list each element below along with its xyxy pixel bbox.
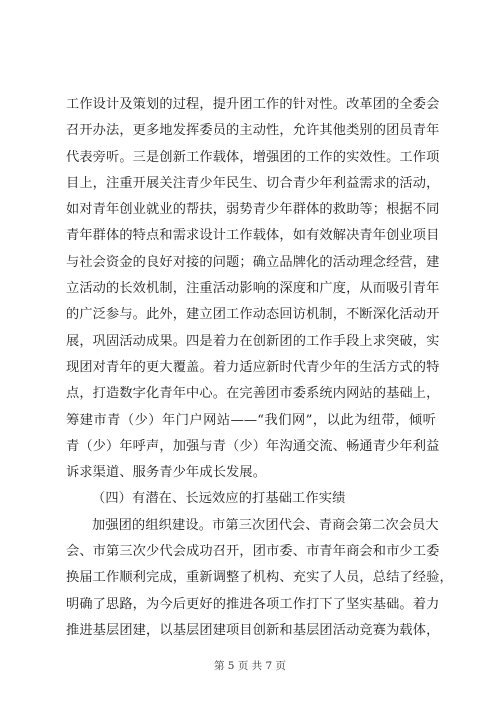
paragraph-line: 筹建市青（少）年门户网站——“我们网”，以此为纽带，倾听 — [66, 412, 436, 428]
paragraph-line: 点，打造数字化青年中心。在完善团市委系统内网站的基础上， — [66, 386, 440, 402]
paragraph-line: 召开办法，更多地发挥委员的主动性，允许其他类别的团员青年 — [66, 123, 440, 139]
paragraph-line: 工作设计及策划的过程，提升团工作的针对性。改革团的全委会 — [66, 97, 440, 112]
paragraph-1 — [66, 92, 440, 486]
paragraph-line: 加强团的组织建设。市第三次团代会、青商会第二次会员大 — [92, 517, 439, 533]
paragraph-line: 如对青年创业就业的帮扶，弱势青少年群体的救助等；根据不同 — [66, 202, 440, 218]
paragraph-line: 目上，注重开展关注青少年民生、切合青少年利益需求的活动， — [66, 175, 440, 191]
page-body — [66, 92, 453, 644]
section-heading: （四）有潜在、长远效应的打基础工作实绩 — [92, 491, 346, 507]
paragraph-line: 的广泛参与。此外，建立团工作动态回访机制，不断深化活动开 — [66, 307, 440, 323]
paragraph-line: 诉求渠道、服务青少年成长发展。 — [66, 465, 267, 481]
paragraph-line: 与社会资金的良好对接的问题；确立品牌化的活动理念经营，建 — [66, 254, 440, 270]
paragraph-line: 现团对青年的更大覆盖。着力适应新时代青少年的生活方式的特 — [66, 359, 440, 375]
paragraph-line: 展，巩固活动成果。四是着力在创新团的工作手段上求突破，实 — [66, 333, 440, 349]
paragraph-line: 青年群体的特点和需求设计工作载体，如有效解决青年创业项目 — [66, 228, 440, 244]
paragraph-line: 换届工作顺利完成，重新调整了机构、充实了人员，总结了经验， — [66, 570, 453, 586]
paragraph-line: 明确了思路，为今后更好的推进各项工作打下了坚实基础。着力 — [66, 596, 440, 612]
paragraph-line: 立活动的长效机制，注重活动影响的深度和广度，从而吸引青年 — [66, 281, 440, 297]
paragraph-line: 青（少）年呼声，加强与青（少）年沟通交流、畅通青少年利益 — [66, 438, 440, 454]
page-footer: 第 5 页 共 7 页 — [213, 660, 287, 672]
paragraph-line: 代表旁听。三是创新工作载体，增强团的工作的实效性。工作项 — [66, 149, 440, 165]
paragraph-line: 推进基层团建，以基层团建项目创新和基层团活动竞赛为载体， — [66, 622, 440, 638]
paragraph-line: 会、市第三次少代会成功召开，团市委、市青年商会和市少工委 — [66, 544, 440, 560]
paragraph-2 — [66, 513, 453, 644]
